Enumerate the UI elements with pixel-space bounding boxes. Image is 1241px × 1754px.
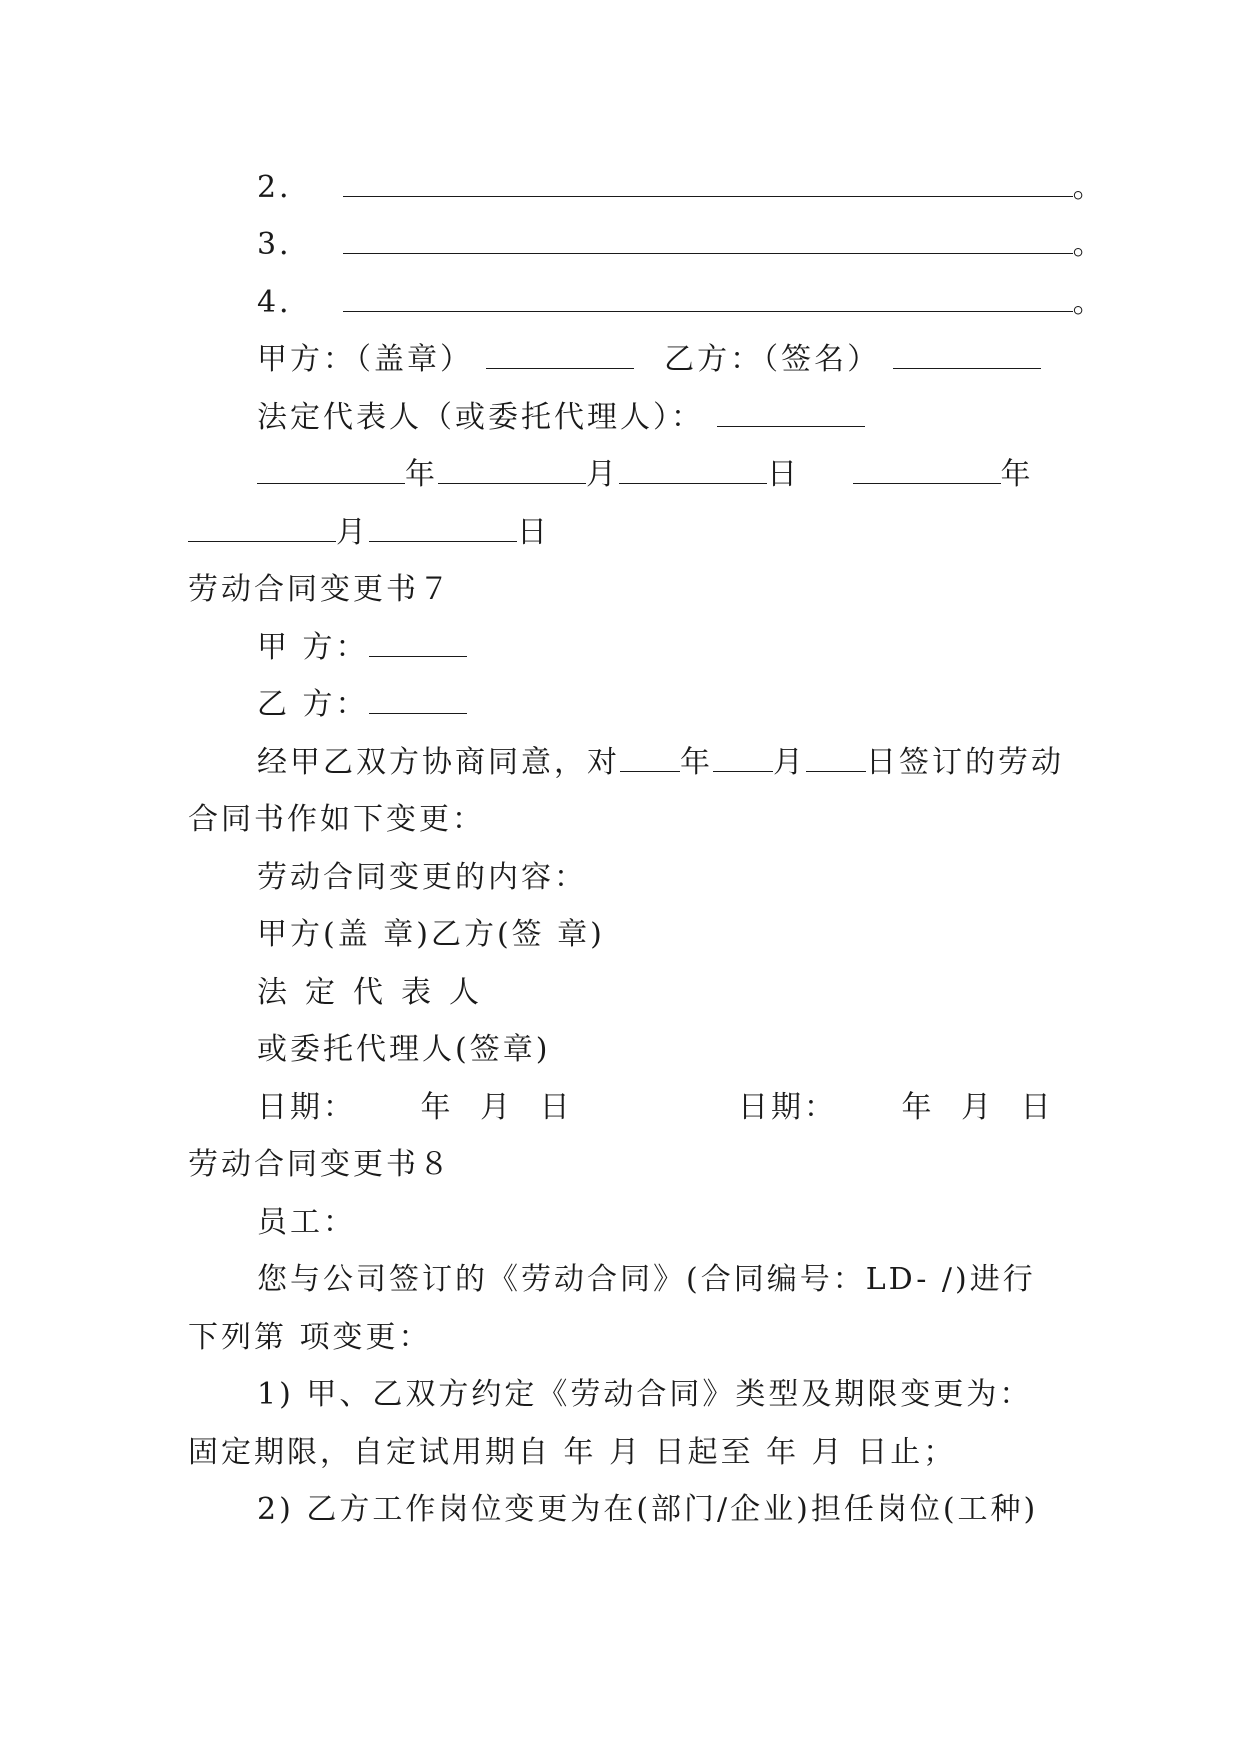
list-item <box>257 170 1106 206</box>
blank-line <box>369 515 517 542</box>
blank-line <box>188 515 336 542</box>
date-line <box>257 457 1034 493</box>
month-label: 月 <box>961 1090 995 1125</box>
paragraph-cont: 合同书作如下变更： <box>188 802 485 837</box>
blank-line <box>486 342 634 369</box>
month-label: 月 <box>586 457 619 492</box>
date-label: 日期： <box>738 1090 837 1125</box>
agent-label: 或委托代理人(签章) <box>257 1032 551 1067</box>
text: 经甲乙双方协商同意，对 <box>257 745 620 780</box>
day-label: 日 <box>539 1090 573 1125</box>
text: 日签订的劳动 <box>866 745 1064 780</box>
month-label: 月 <box>773 745 806 780</box>
list-number: 2． <box>257 170 313 205</box>
blank-line <box>713 745 773 772</box>
month-label: 月 <box>480 1090 514 1125</box>
blank-line <box>438 457 586 484</box>
paragraph: 您与公司签订的《劳动合同》(合同编号：LD- /)进行 <box>257 1262 1036 1297</box>
list-number: 4． <box>257 285 313 320</box>
month-label: 月 <box>336 515 369 550</box>
year-label: 年 <box>680 745 713 780</box>
blank-line <box>369 630 467 657</box>
party-b-label: 乙 方： <box>257 687 369 722</box>
blank-line <box>893 342 1041 369</box>
date-line <box>257 1090 573 1126</box>
seal-line: 甲方(盖 章)乙方(签 章) <box>257 917 605 952</box>
content-label: 劳动合同变更的内容： <box>257 860 587 895</box>
item-1-cont: 固定期限，自定试用期自 年 月 日起至 年 月 日止； <box>188 1435 957 1470</box>
paragraph-cont: 下列第 项变更： <box>188 1320 432 1355</box>
period: 。 <box>1072 285 1106 320</box>
day-label: 日 <box>517 515 550 550</box>
blank-line <box>343 227 1073 254</box>
blank-line <box>620 745 680 772</box>
blank-line <box>717 400 865 427</box>
period: 。 <box>1072 170 1106 205</box>
section-title: 劳动合同变更书８ <box>188 1147 452 1182</box>
party-a-line <box>257 630 467 666</box>
employee-label: 员工： <box>257 1205 356 1240</box>
party-a-label: 甲 方： <box>257 630 369 665</box>
legal-rep-line <box>257 400 865 436</box>
party-b-label: 乙方：（签名） <box>664 342 881 377</box>
blank-line <box>369 687 467 714</box>
period: 。 <box>1072 227 1106 262</box>
item-1: 1) 甲、乙双方约定《劳动合同》类型及期限变更为： <box>257 1377 1033 1412</box>
list-item <box>257 227 1106 263</box>
blank-line <box>343 170 1073 197</box>
date-line-cont <box>188 515 550 551</box>
blank-line <box>257 457 405 484</box>
blank-line <box>343 285 1073 312</box>
list-number: 3． <box>257 227 313 262</box>
year-label: 年 <box>405 457 438 492</box>
list-item <box>257 285 1106 321</box>
party-a-label: 甲方：（盖章） <box>257 342 473 377</box>
signature-line <box>257 342 1041 378</box>
day-label: 日 <box>1020 1090 1054 1125</box>
party-b-line <box>257 687 467 723</box>
date-line-b <box>738 1090 1054 1126</box>
blank-line <box>853 457 1001 484</box>
year-label: 年 <box>1000 457 1034 492</box>
section-title: 劳动合同变更书７ <box>188 572 452 607</box>
legal-rep-label: 法定代表人（或委托代理人）： <box>257 400 704 435</box>
item-2: 2) 乙方工作岗位变更为在(部门/企业)担任岗位(工种) <box>257 1492 1039 1527</box>
blank-line <box>619 457 767 484</box>
blank-line <box>806 745 866 772</box>
date-label: 日期： <box>257 1090 356 1125</box>
legal-rep-label: 法定代表人 <box>257 975 497 1010</box>
year-label: 年 <box>901 1090 935 1125</box>
day-label: 日 <box>767 457 800 492</box>
paragraph <box>257 745 1064 781</box>
year-label: 年 <box>420 1090 454 1125</box>
